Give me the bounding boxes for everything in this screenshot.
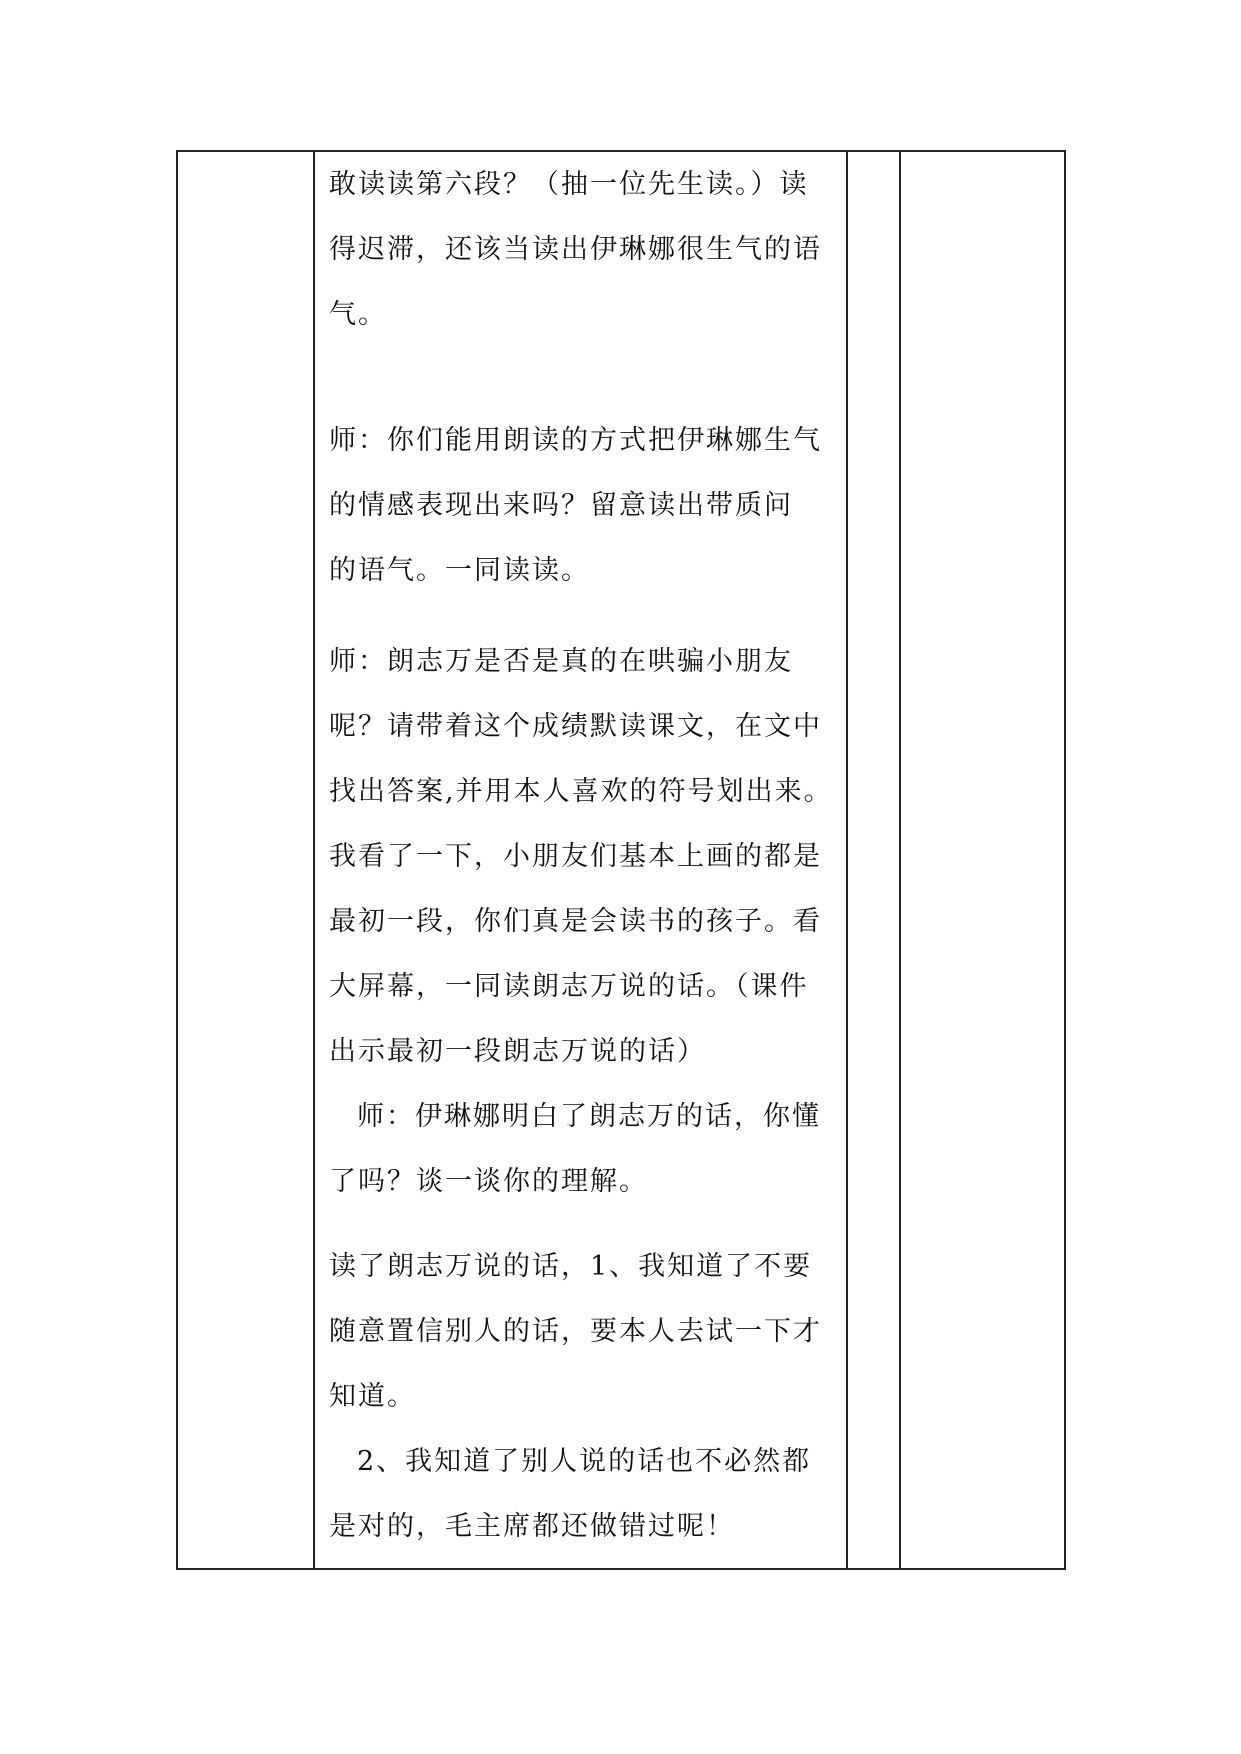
text-line: 师：朗志万是否是真的在哄骗小朋友	[329, 646, 793, 677]
text-line: 敢读读第六段？（抽一位先生读。）读	[329, 169, 809, 200]
text-line: 出示最初一段朗志万说的话）	[329, 1036, 706, 1067]
column-divider	[899, 152, 901, 1568]
text-line: 读了朗志万说的话，1、我知道了不要	[329, 1251, 813, 1282]
text-line: 的语气。一同读读。	[329, 555, 590, 586]
text-line: 是对的，毛主席都还做错过呢！	[329, 1511, 735, 1542]
text-line: 了吗？谈一谈你的理解。	[329, 1166, 648, 1197]
text-line: 气。	[329, 299, 387, 330]
text-line: 2、我知道了别人说的话也不必然都	[357, 1446, 812, 1477]
text-line: 师：你们能用朗读的方式把伊琳娜生气	[329, 425, 822, 456]
text-line: 最初一段，你们真是会读书的孩子。看	[329, 906, 822, 937]
text-line: 随意置信别人的话，要本人去试一下才	[329, 1316, 822, 1347]
text-line: 呢？请带着这个成绩默读课文，在文中	[329, 711, 822, 742]
lesson-plan-table	[176, 150, 1066, 1570]
column-divider	[846, 152, 848, 1568]
text-line: 大屏幕，一同读朗志万说的话。（课件	[329, 971, 809, 1002]
text-line: 知道。	[329, 1381, 416, 1412]
teaching-process-cell	[315, 152, 846, 1559]
text-line: 得迟滞，还该当读出伊琳娜很生气的语	[329, 234, 822, 265]
text-line: 的情感表现出来吗？留意读出带质问	[329, 490, 793, 521]
text-line: 找出答案,并用本人喜欢的符号划出来。	[329, 776, 833, 807]
text-line: 师：伊琳娜明白了朗志万的话，你懂	[357, 1101, 821, 1132]
text-line: 我看了一下，小朋友们基本上画的都是	[329, 841, 822, 872]
